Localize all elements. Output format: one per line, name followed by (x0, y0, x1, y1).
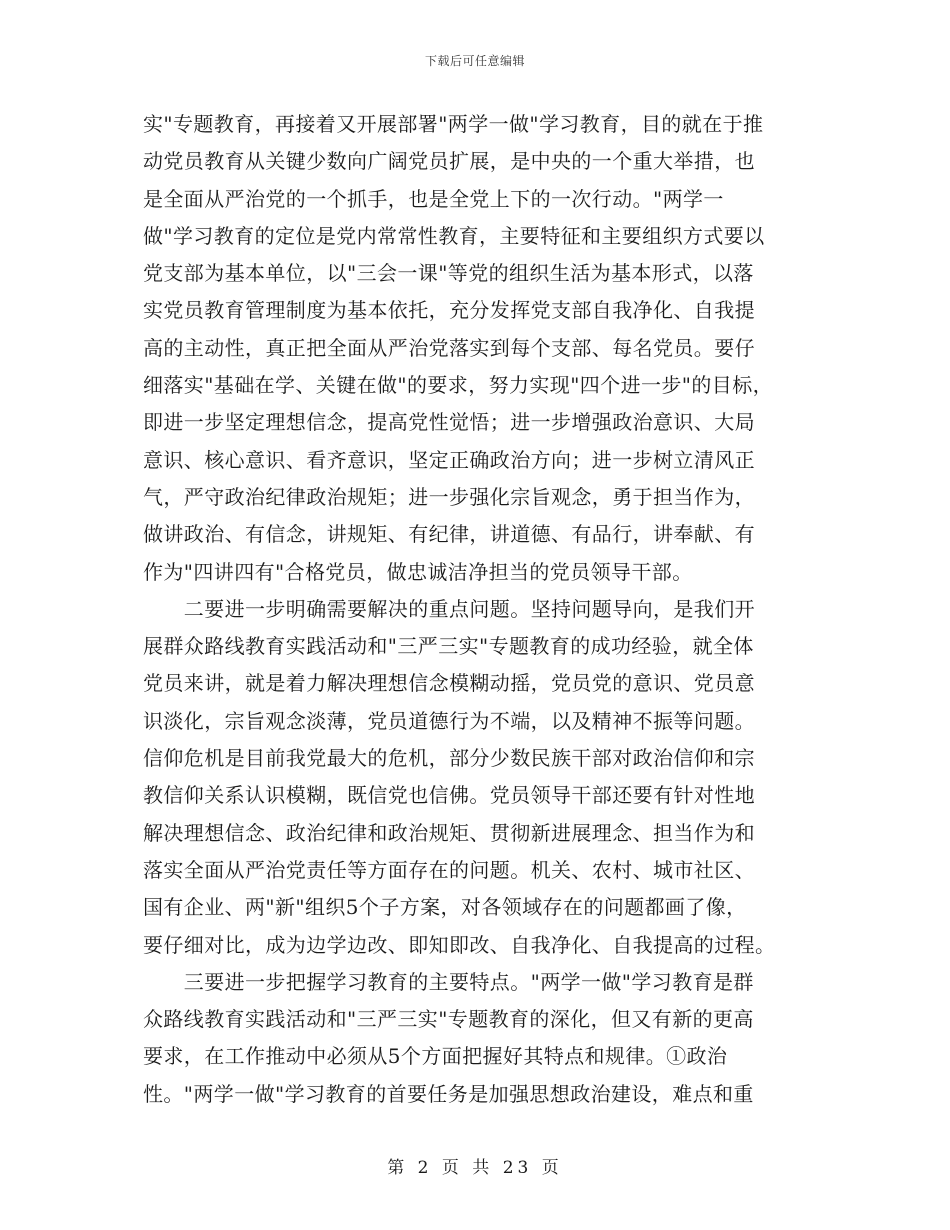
document-body (143, 106, 803, 1113)
text-line: 要仔细对比，成为边学边改、即知即改、自我净化、自我提高的过程。 (143, 932, 776, 957)
text-line: 性。"两学一做"学习教育的首要任务是加强思想政治建设，难点和重 (143, 1081, 754, 1106)
text-line: 信仰危机是目前我党最大的危机，部分少数民族干部对政治信仰和宗 (143, 746, 755, 771)
text-line: 气，严守政治纪律政治规矩；进一步强化宗旨观念，勇于担当作为， (143, 484, 755, 509)
text-line: 落实全面从严治党责任等方面存在的问题。机关、农村、城市社区、 (143, 857, 755, 882)
text-line: 展群众路线教育实践活动和"三严三实"专题教育的成功经验，就全体 (143, 634, 754, 659)
text-line: 众路线教育实践活动和"三严三实"专题教育的深化，但又有新的更高 (143, 1007, 754, 1032)
text-line: 实"专题教育，再接着又开展部署"两学一做"学习教育，目的就在于推 (143, 112, 764, 136)
text-line: 意识、核心意识、看齐意识，坚定正确政治方向；进一步树立清风正 (143, 447, 755, 472)
text-line: 三要进一步把握学习教育的主要特点。"两学一做"学习教育是群 (143, 969, 754, 994)
text-line: 要求，在工作推动中必须从5个方面把握好其特点和规律。①政治 (143, 1044, 728, 1069)
text-line: 识淡化，宗旨观念淡薄，党员道德行为不端，以及精神不振等问题。 (143, 708, 755, 733)
page-number-footer: 第 2 页 共 23 页 (387, 1158, 563, 1178)
text-line: 二要进一步明确需要解决的重点问题。坚持问题导向，是我们开 (143, 596, 755, 621)
text-line: 即进一步坚定理想信念，提高党性觉悟；进一步增强政治意识、大局 (143, 410, 755, 435)
text-line: 高的主动性，真正把全面从严治党落实到每个支部、每名党员。要仔 (143, 335, 755, 360)
text-line: 国有企业、两"新"组织5个子方案，对各领域存在的问题都画了像， (143, 895, 747, 920)
text-line: 细落实"基础在学、关键在做"的要求，努力实现"四个进一步"的目标， (143, 373, 773, 398)
text-line: 党支部为基本单位，以"三会一课"等党的组织生活为基本形式，以落 (143, 261, 754, 286)
text-line: 作为"四讲四有"合格党员，做忠诚洁净担当的党员领导干部。 (143, 559, 693, 584)
text-line: 动党员教育从关键少数向广阔党员扩展，是中央的一个重大举措，也 (143, 149, 755, 174)
text-line: 解决理想信念、政治纪律和政治规矩、贯彻新进展理念、担当作为和 (143, 820, 755, 845)
page-header: 下载后可任意编辑 (424, 54, 525, 68)
text-line: 教信仰关系认识模糊，既信党也信佛。党员领导干部还要有针对性地 (143, 783, 755, 808)
text-line: 是全面从严治党的一个抓手，也是全党上下的一次行动。"两学一 (143, 186, 724, 211)
text-line: 党员来讲，就是着力解决理想信念模糊动摇，党员党的意识、党员意 (143, 671, 755, 696)
text-line: 做"学习教育的定位是党内常常性教育，主要特征和主要组织方式要以 (143, 223, 765, 248)
text-line: 做讲政治、有信念，讲规矩、有纪律，讲道德、有品行，讲奉献、有 (143, 522, 755, 547)
text-line: 实党员教育管理制度为基本依托，充分发挥党支部自我净化、自我提 (143, 298, 755, 323)
